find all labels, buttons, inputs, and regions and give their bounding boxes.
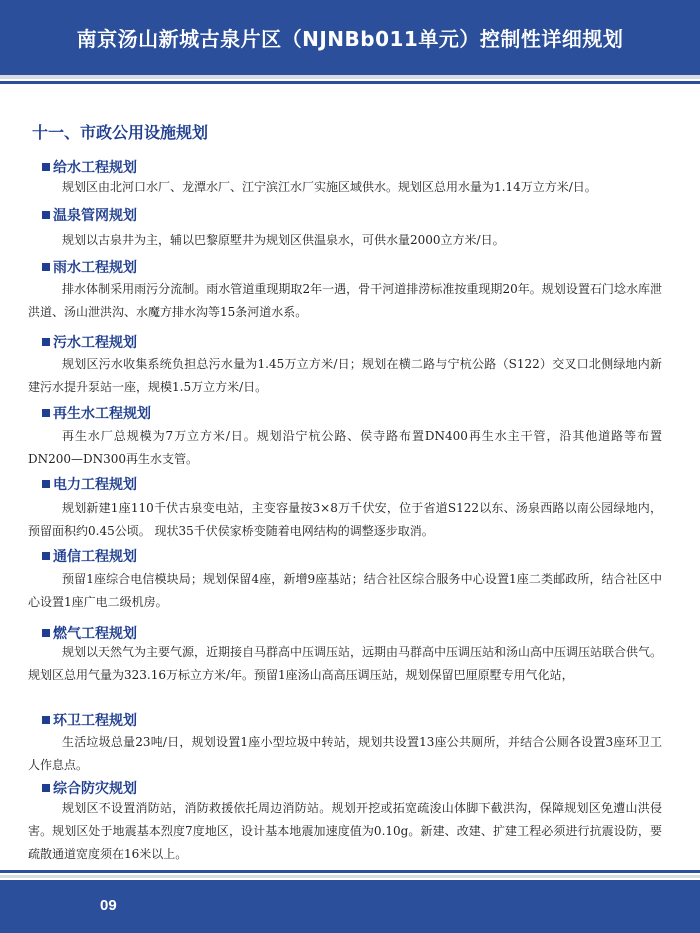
page-number: 09 xyxy=(100,897,117,914)
subsection-label: 电力工程规划 xyxy=(53,477,137,493)
subsection-heading-disaster-prevention xyxy=(42,778,137,798)
header-divider-accent xyxy=(0,81,700,84)
subsection-label: 通信工程规划 xyxy=(53,549,137,565)
subsection-label: 雨水工程规划 xyxy=(53,260,137,276)
paragraph-sanitation: 生活垃圾总量23吨/日，规划设置1座小型垃圾中转站，规划共设置13座公共厕所，并结合公厕各设置3座环卫工人作息点。 xyxy=(28,735,662,772)
square-bullet-icon xyxy=(42,409,50,417)
page-header xyxy=(0,0,700,75)
paragraph-sewage: 规划区污水收集系统负担总污水量为1.45万立方米/日；规划在横二路与宁杭公路（S122）交叉口北侧绿地内新建污水提升泵站一座，规模1.5万立方米/日。 xyxy=(28,357,662,394)
subsection-label: 给水工程规划 xyxy=(53,160,137,176)
square-bullet-icon xyxy=(42,716,50,724)
paragraph-water-supply: 规划区由北河口水厂、龙潭水厂、江宁滨江水厂实施区域供水。规划区总用水量为1.14万立方米/日。 xyxy=(62,180,597,194)
page-footer xyxy=(0,880,700,933)
square-bullet-icon xyxy=(42,338,50,346)
square-bullet-icon xyxy=(42,552,50,560)
subsection-label: 燃气工程规划 xyxy=(53,626,137,642)
subsection-label: 环卫工程规划 xyxy=(53,713,137,729)
subsection-label: 温泉管网规划 xyxy=(53,208,137,224)
square-bullet-icon xyxy=(42,263,50,271)
square-bullet-icon xyxy=(42,480,50,488)
document-title: 南京汤山新城古泉片区（NJNBb011单元）控制性详细规划 xyxy=(76,27,624,51)
header-divider xyxy=(0,75,700,79)
footer-divider xyxy=(0,875,700,878)
paragraph-disaster-prevention: 规划区不设置消防站，消防救援依托周边消防站。规划开挖或拓宽疏浚山体脚下截洪沟，保障规划区免遭山洪侵害。规划区处于地震基本烈度7度地区，设计基本地震加速度值为0.10g。新建、改建、扩建工程必须进行抗震设防，要疏散通道宽度须在16米以上。 xyxy=(28,801,662,861)
subsection-heading-rainwater xyxy=(42,257,137,277)
subsection-heading-telecom xyxy=(42,546,137,566)
subsection-label: 综合防灾规划 xyxy=(53,781,137,797)
square-bullet-icon xyxy=(42,629,50,637)
subsection-heading-power xyxy=(42,474,137,494)
paragraph-rainwater: 排水体制采用雨污分流制。雨水管道重现期取2年一遇，骨干河道排涝标准按重现期20年。规划设置石门埝水库泄洪道、汤山泄洪沟、水魔方排水沟等15条河道水系。 xyxy=(28,282,662,319)
square-bullet-icon xyxy=(42,163,50,171)
paragraph-power: 规划新建1座110千伏古泉变电站，主变容量按3×8万千伏安，位于省道S122以东、汤泉西路以南公园绿地内，预留面积约0.45公顷。 现状35千伏侯家桥变随着电网结构的调整逐步取消。 xyxy=(28,501,662,538)
subsection-heading-reclaimed-water xyxy=(42,403,151,423)
subsection-heading-gas xyxy=(42,623,137,643)
subsection-heading-hot-spring xyxy=(42,205,137,225)
square-bullet-icon xyxy=(42,211,50,219)
paragraph-telecom: 预留1座综合电信模块局；规划保留4座，新增9座基站；结合社区综合服务中心设置1座二类邮政所，结合社区中心设置1座广电二级机房。 xyxy=(28,572,662,609)
footer-divider-accent xyxy=(0,870,700,873)
square-bullet-icon xyxy=(42,784,50,792)
paragraph-reclaimed-water: 再生水厂总规模为7万立方米/日。规划沿宁杭公路、侯寺路布置DN400再生水主干管，沿其他道路等布置DN200—DN300再生水支管。 xyxy=(28,429,662,466)
paragraph-gas: 规划以天然气为主要气源，近期接自马群高中压调压站，远期由马群高中压调压站和汤山高中压调压站联合供气。规划区总用气量为323.16万标立方米/年。预留1座汤山高高压调压站，规划保留巴厘原墅专用气化站， xyxy=(28,645,663,682)
section-title: 十一、市政公用设施规划 xyxy=(32,123,209,142)
subsection-heading-sanitation xyxy=(42,710,137,730)
subsection-heading-sewage xyxy=(42,332,137,352)
paragraph-hot-spring: 规划以古泉井为主，辅以巴黎原墅井为规划区供温泉水，可供水量2000立方米/日。 xyxy=(62,233,505,247)
subsection-label: 再生水工程规划 xyxy=(53,406,151,422)
subsection-heading-water-supply xyxy=(42,157,137,177)
subsection-label: 污水工程规划 xyxy=(53,335,137,351)
